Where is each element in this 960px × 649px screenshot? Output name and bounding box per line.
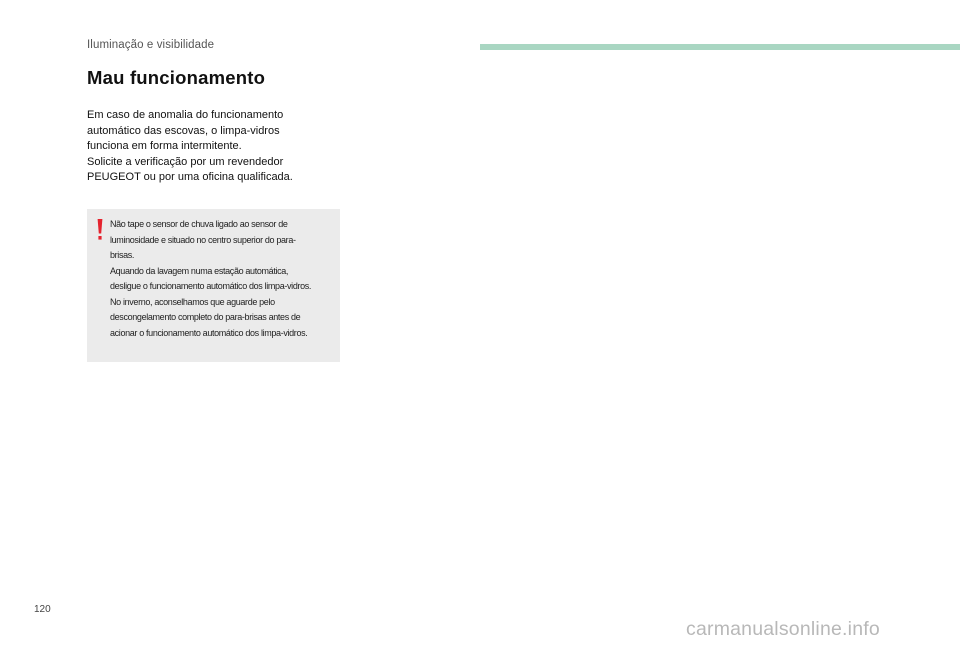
paragraph-line: automático das escovas, o limpa-vidros — [87, 124, 280, 137]
exclamation-warning-icon — [95, 219, 105, 241]
warning-line: Não tape o sensor de chuva ligado ao sensor de — [110, 219, 288, 229]
page-title: Mau funcionamento — [87, 67, 266, 88]
warning-line: luminosidade e situado no centro superior do para- — [110, 234, 296, 245]
paragraph-line: funciona em forma intermitente. — [87, 140, 242, 152]
warning-line: desligue o funcionamento automático dos limpa-vidros. — [110, 281, 312, 291]
warning-line: acionar o funcionamento automático dos limpa-vidros. — [110, 327, 308, 338]
warning-text — [110, 217, 338, 341]
section-header: Iluminação e visibilidade — [87, 39, 215, 51]
paragraph-line: Em caso de anomalia do funcionamento — [87, 109, 284, 121]
warning-line: Aquando da lavagem numa estação automática, — [110, 265, 289, 276]
page-number: 120 — [34, 604, 51, 615]
warning-box — [87, 209, 340, 362]
warning-line: brisas. — [110, 250, 135, 260]
section-color-bar — [480, 44, 960, 50]
paragraph-line: Solicite a verificação por um revendedor — [87, 155, 284, 168]
warning-line: No inverno, aconselhamos que aguarde pelo — [110, 296, 275, 307]
watermark: carmanualsonline.info — [686, 618, 880, 640]
warning-line: descongelamento completo do para-brisas antes de — [110, 312, 301, 322]
paragraph-line: PEUGEOT ou por uma oficina qualificada. — [87, 171, 293, 183]
main-paragraph — [87, 108, 337, 186]
